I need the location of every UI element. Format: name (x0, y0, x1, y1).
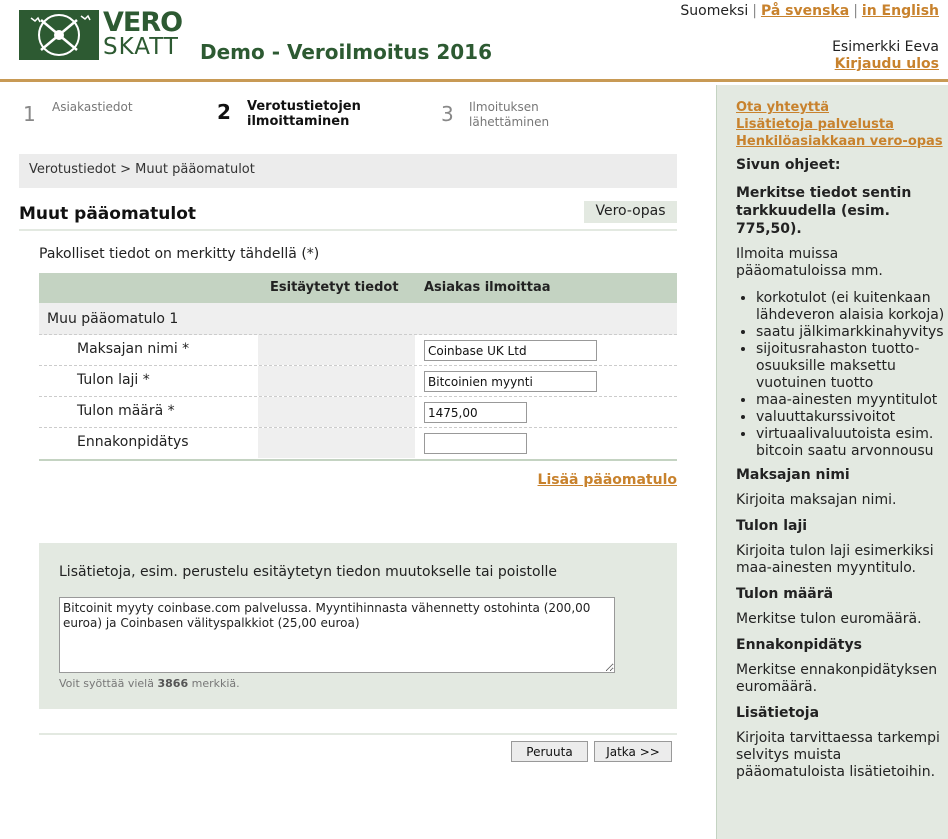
sidebar-links (736, 99, 948, 150)
step-3-label-line1: Ilmoituksen (469, 100, 539, 114)
capital-income-table (39, 273, 677, 461)
additional-info-label: Lisätietoja, esim. perustelu esitäytetyn tiedon muutokselle tai poistolle (59, 564, 557, 580)
table-row (39, 366, 677, 397)
cancel-button[interactable]: Peruuta (511, 741, 588, 762)
list-item: • maa-ainesten myyntitulot (756, 392, 948, 409)
required-fields-note: Pakolliset tiedot on merkitty tähdellä (*) (39, 246, 320, 262)
table-row (39, 335, 677, 366)
step-2-label (247, 99, 361, 129)
step-1-number: 1 (23, 102, 36, 126)
precision-note: Merkitse tiedot sentin tarkkuudella (esim. 775,50). (736, 185, 912, 237)
payer-name-label: Maksajan nimi * (77, 341, 190, 357)
user-name: Esimerkki Eeva (832, 39, 939, 55)
prefilled-cell (258, 366, 415, 396)
lang-separator: | (752, 3, 757, 19)
lang-english-link[interactable]: in English (861, 3, 939, 19)
step-3-label-line2: lähettäminen (469, 115, 550, 129)
next-button[interactable]: Jatka >> (594, 741, 672, 762)
lang-swedish-link[interactable]: På svenska (760, 3, 850, 19)
column-customer-reports: Asiakas ilmoittaa (424, 280, 551, 295)
income-amount-input[interactable] (424, 402, 527, 423)
logout-link[interactable]: Kirjaudu ulos (834, 56, 939, 72)
additional-info-textarea[interactable] (59, 597, 615, 673)
withholding-label: Ennakonpidätys (77, 434, 189, 450)
prefilled-cell (258, 335, 415, 365)
step-3-number: 3 (441, 102, 454, 126)
help-sidebar (716, 85, 948, 839)
step-2-label-line1: Verotustietojen (247, 99, 361, 114)
logo-text-vero: VERO (103, 7, 183, 38)
remaining-chars-note (59, 677, 240, 690)
breadcrumb: Verotustiedot > Muut pääomatulot (19, 154, 677, 188)
table-row (39, 428, 677, 459)
income-type-input[interactable] (424, 371, 597, 392)
help-title: Sivun ohjeet: (736, 157, 841, 173)
remaining-chars-suffix: merkkiä. (191, 677, 240, 690)
lang-separator: | (853, 3, 858, 19)
step-2-label-line2: ilmoittaminen (247, 114, 350, 129)
vero-opas-button[interactable]: Vero-opas (584, 201, 677, 223)
table-header (39, 273, 677, 303)
remaining-chars-prefix: Voit syöttää vielä (59, 677, 154, 690)
logo-text-skatt: SKATT (103, 34, 179, 60)
income-amount-label: Tulon määrä * (77, 403, 175, 419)
prefilled-cell (258, 397, 415, 427)
contact-link[interactable]: Ota yhteyttä (736, 100, 829, 115)
list-item: • sijoitusrahaston tuotto-osuuksille maksettu vuotuinen tuotto (756, 341, 948, 392)
add-capital-income-link[interactable]: Lisää pääomatulo (537, 472, 677, 488)
help-heading-withholding: Ennakonpidätys (736, 637, 862, 653)
app-title: Demo - Veroilmoitus 2016 (200, 40, 493, 64)
personal-tax-guide-link[interactable]: Henkilöasiakkaan vero-opas (736, 134, 943, 149)
title-divider (19, 229, 677, 231)
vero-skatt-logo[interactable] (19, 7, 183, 60)
help-heading-additional: Lisätietoja (736, 705, 820, 721)
step-1-label: Asiakastiedot (52, 100, 133, 114)
step-3-label (469, 100, 549, 130)
user-panel (832, 39, 939, 73)
column-prefilled: Esitäytetyt tiedot (270, 280, 399, 295)
help-text-income-type: Kirjoita tulon laji esimerkiksi maa-ainesten myyntitulo. (736, 543, 934, 576)
list-item: • saatu jälkimarkkinahyvitys (756, 324, 948, 341)
payer-name-input[interactable] (424, 340, 597, 361)
list-item: • valuuttakurssivoitot (756, 409, 948, 426)
help-heading-amount: Tulon määrä (736, 586, 834, 602)
form-bottom-divider (39, 733, 677, 735)
lang-finnish-current: Suomeksi (680, 3, 749, 19)
help-heading-income-type: Tulon laji (736, 518, 808, 534)
help-heading-payer: Maksajan nimi (736, 467, 850, 483)
additional-info-panel (39, 543, 677, 709)
service-info-link[interactable]: Lisätietoja palvelusta (736, 117, 894, 132)
language-switcher (680, 3, 939, 19)
list-item: • virtuaalivaluutoista esim. bitcoin saatu arvonnousu (756, 426, 948, 460)
remaining-chars-count: 3866 (157, 677, 189, 690)
help-text-withholding: Merkitse ennakonpidätyksen euromäärä. (736, 662, 938, 695)
table-row (39, 397, 677, 428)
income-group-title: Muu pääomatulo 1 (39, 303, 677, 335)
help-text-additional: Kirjoita tarvittaessa tarkempi selvitys muista pääomatuloista lisätietoihin. (736, 730, 940, 780)
list-item: • korkotulot (ei kuitenkaan lähdeveron alaisia korkoja) (756, 290, 948, 324)
withholding-input[interactable] (424, 433, 527, 454)
coat-of-arms-logo-icon (19, 10, 99, 60)
help-text-amount: Merkitse tulon euromäärä. (736, 611, 922, 627)
income-type-label: Tulon laji * (77, 372, 150, 388)
help-intro: Ilmoita muissa pääomatuloissa mm. (736, 246, 883, 279)
table-bottom-rule (39, 459, 677, 461)
step-2-number: 2 (217, 100, 231, 124)
help-text-payer: Kirjoita maksajan nimi. (736, 492, 897, 508)
page-header (0, 0, 948, 82)
prefilled-cell (258, 428, 415, 458)
income-examples-list (736, 290, 948, 460)
section-title: Muut pääomatulot (19, 204, 197, 224)
